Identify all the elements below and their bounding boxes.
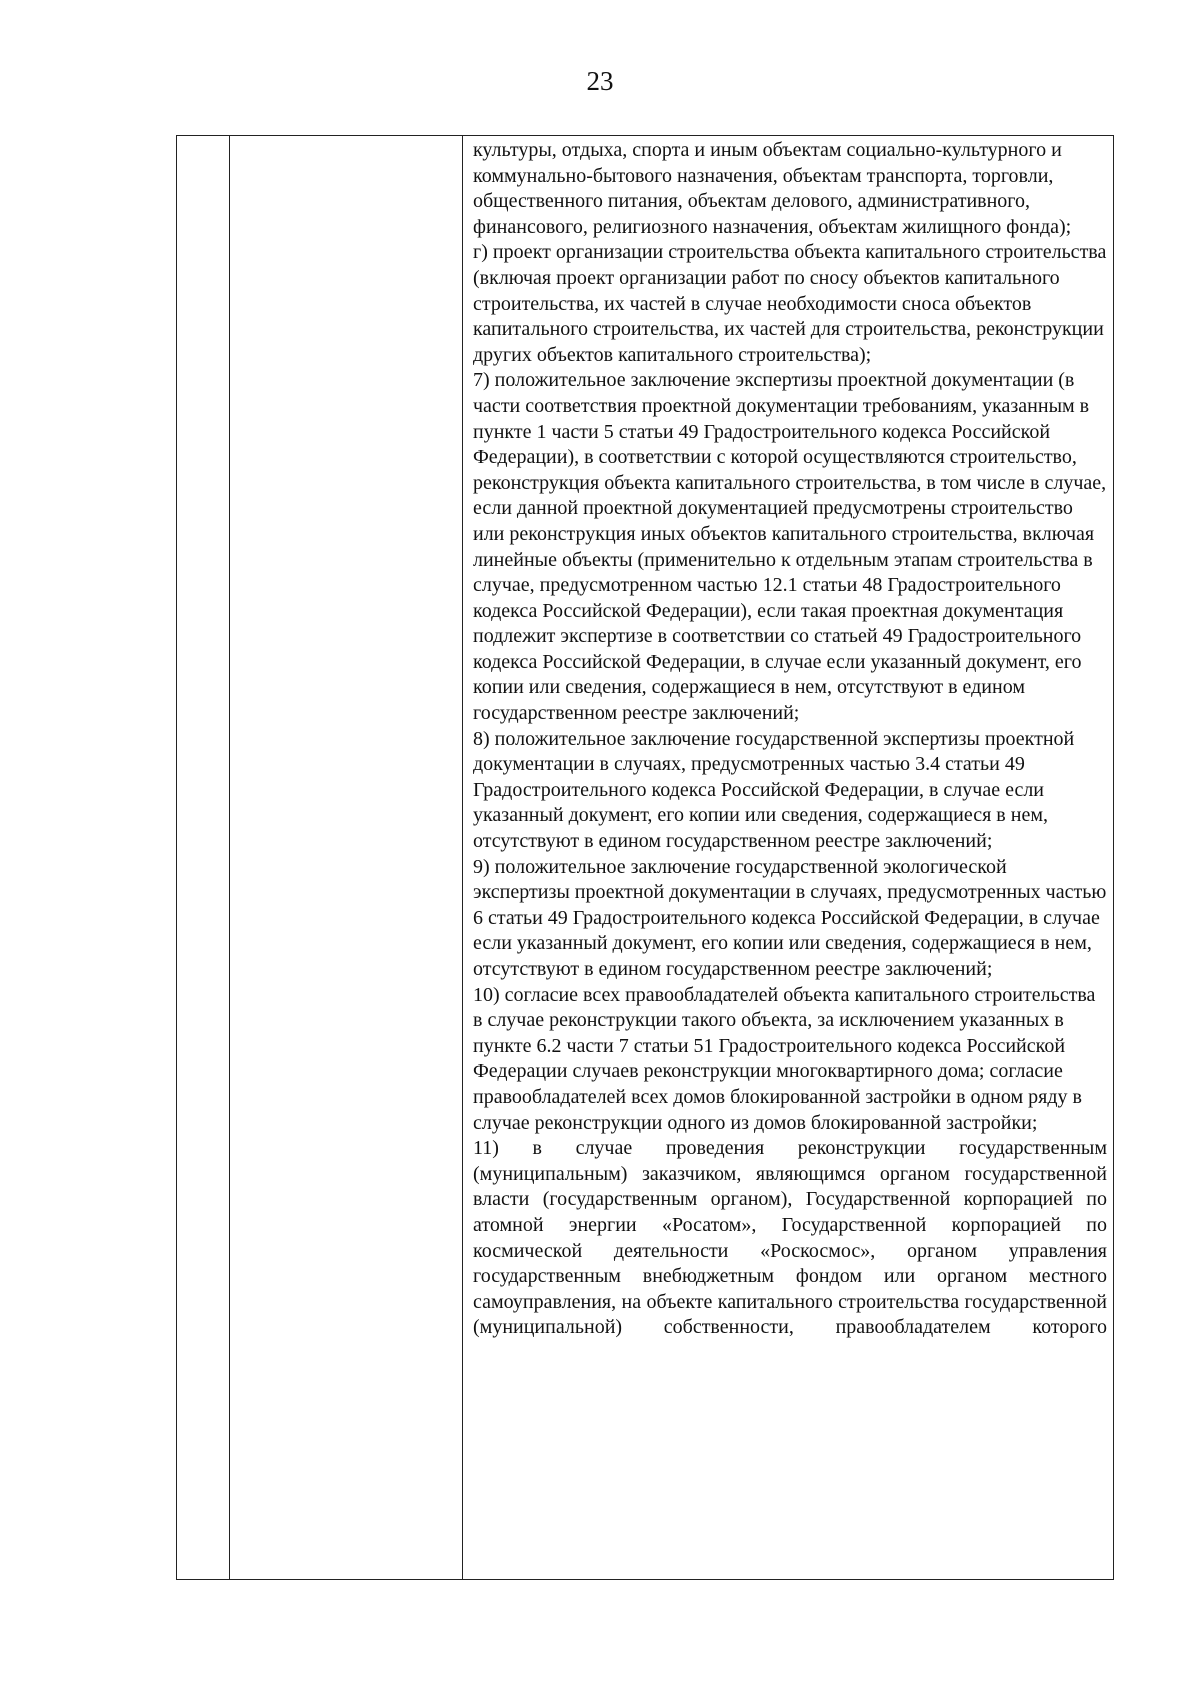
paragraph: культуры, отдыха, спорта и иным объектам социально-культурного и коммунально-бытового назначения, объектам транспорта, торговли, общественного питания, объектам делового, административного, финансового, религиозного назначения, объектам жилищного фонда);	[473, 139, 1072, 238]
paragraph: г) проект организации строительства объекта капитального строительства (включая проект организации работ по сносу объектов капитального строительства, их частей в случае необходимости сноса объектов капитального строительства, их частей для строительства, реконструкции других объектов капитального строительства);	[473, 241, 1107, 366]
paragraph: 11) в случае проведения реконструкции государственным (муниципальным) заказчиком, являющимся органом государственной власти (государственным органом), Государственной корпорацией по атомной энергии «Росатом», Государственной корпорацией по космической деятельности «Роскосмос», органом управления государственным внебюджетным фондом или органом местного самоуправления, на объекте капитального строительства государственной (муниципальной) собственности, правообладателем которого	[473, 1137, 1107, 1339]
paragraph: 7) положительное заключение экспертизы проектной документации (в части соответствия проектной документации требованиям, указанным в пункте 1 части 5 статьи 49 Градостроительного кодекса Российской Федерации), в соответствии с которой осуществляются строительство, реконструкция объекта капитального строительства, в том числе в случае, если данной проектной документацией предусмотрены строительство или реконструкция иных объектов капитального строительства, включая линейные объекты (применительно к отдельным этапам строительства в случае, предусмотренном частью 12.1 статьи 48 Градостроительного кодекса Российской Федерации), если такая проектная документация подлежит экспертизе в соответствии со статьей 49 Градостроительного кодекса Российской Федерации, в случае если указанный документ, его копии или сведения, содержащиеся в нем, отсутствуют в едином государственном реестре заключений;	[473, 369, 1107, 725]
paragraph: 8) положительное заключение государственной экспертизы проектной документации в случаях, предусмотренных частью 3.4 статьи 49 Градостроительного кодекса Российской Федерации, в случае если указанный документ, его копии или сведения, содержащиеся в нем, отсутствуют в едином государственном реестре заключений;	[473, 727, 1075, 853]
table-cell-number	[177, 136, 230, 1580]
table-row	[177, 136, 1114, 1580]
content-text	[463, 136, 1113, 1341]
document-table	[176, 135, 1114, 1580]
page-number: 23	[586, 66, 614, 96]
paragraph: 9) положительное заключение государственной экологической экспертизы проектной документации в случаях, предусмотренных частью 6 статьи 49 Градостроительного кодекса Российской Федерации, в случае если указанный документ, его копии или сведения, содержащиеся в нем, отсутствуют в едином государственном реестре заключений;	[473, 855, 1107, 980]
table-cell-content	[463, 136, 1114, 1580]
paragraph: 10) согласие всех правообладателей объекта капитального строительства в случае реконструкции такого объекта, за исключением указанных в пункте 6.2 части 7 статьи 51 Градостроительного кодекса Российской Федерации случаев реконструкции многоквартирного дома; согласие правообладателей всех домов блокированной застройки в одном ряду в случае реконструкции одного из домов блокированной застройки;	[473, 983, 1096, 1134]
table-cell-name	[230, 136, 463, 1580]
